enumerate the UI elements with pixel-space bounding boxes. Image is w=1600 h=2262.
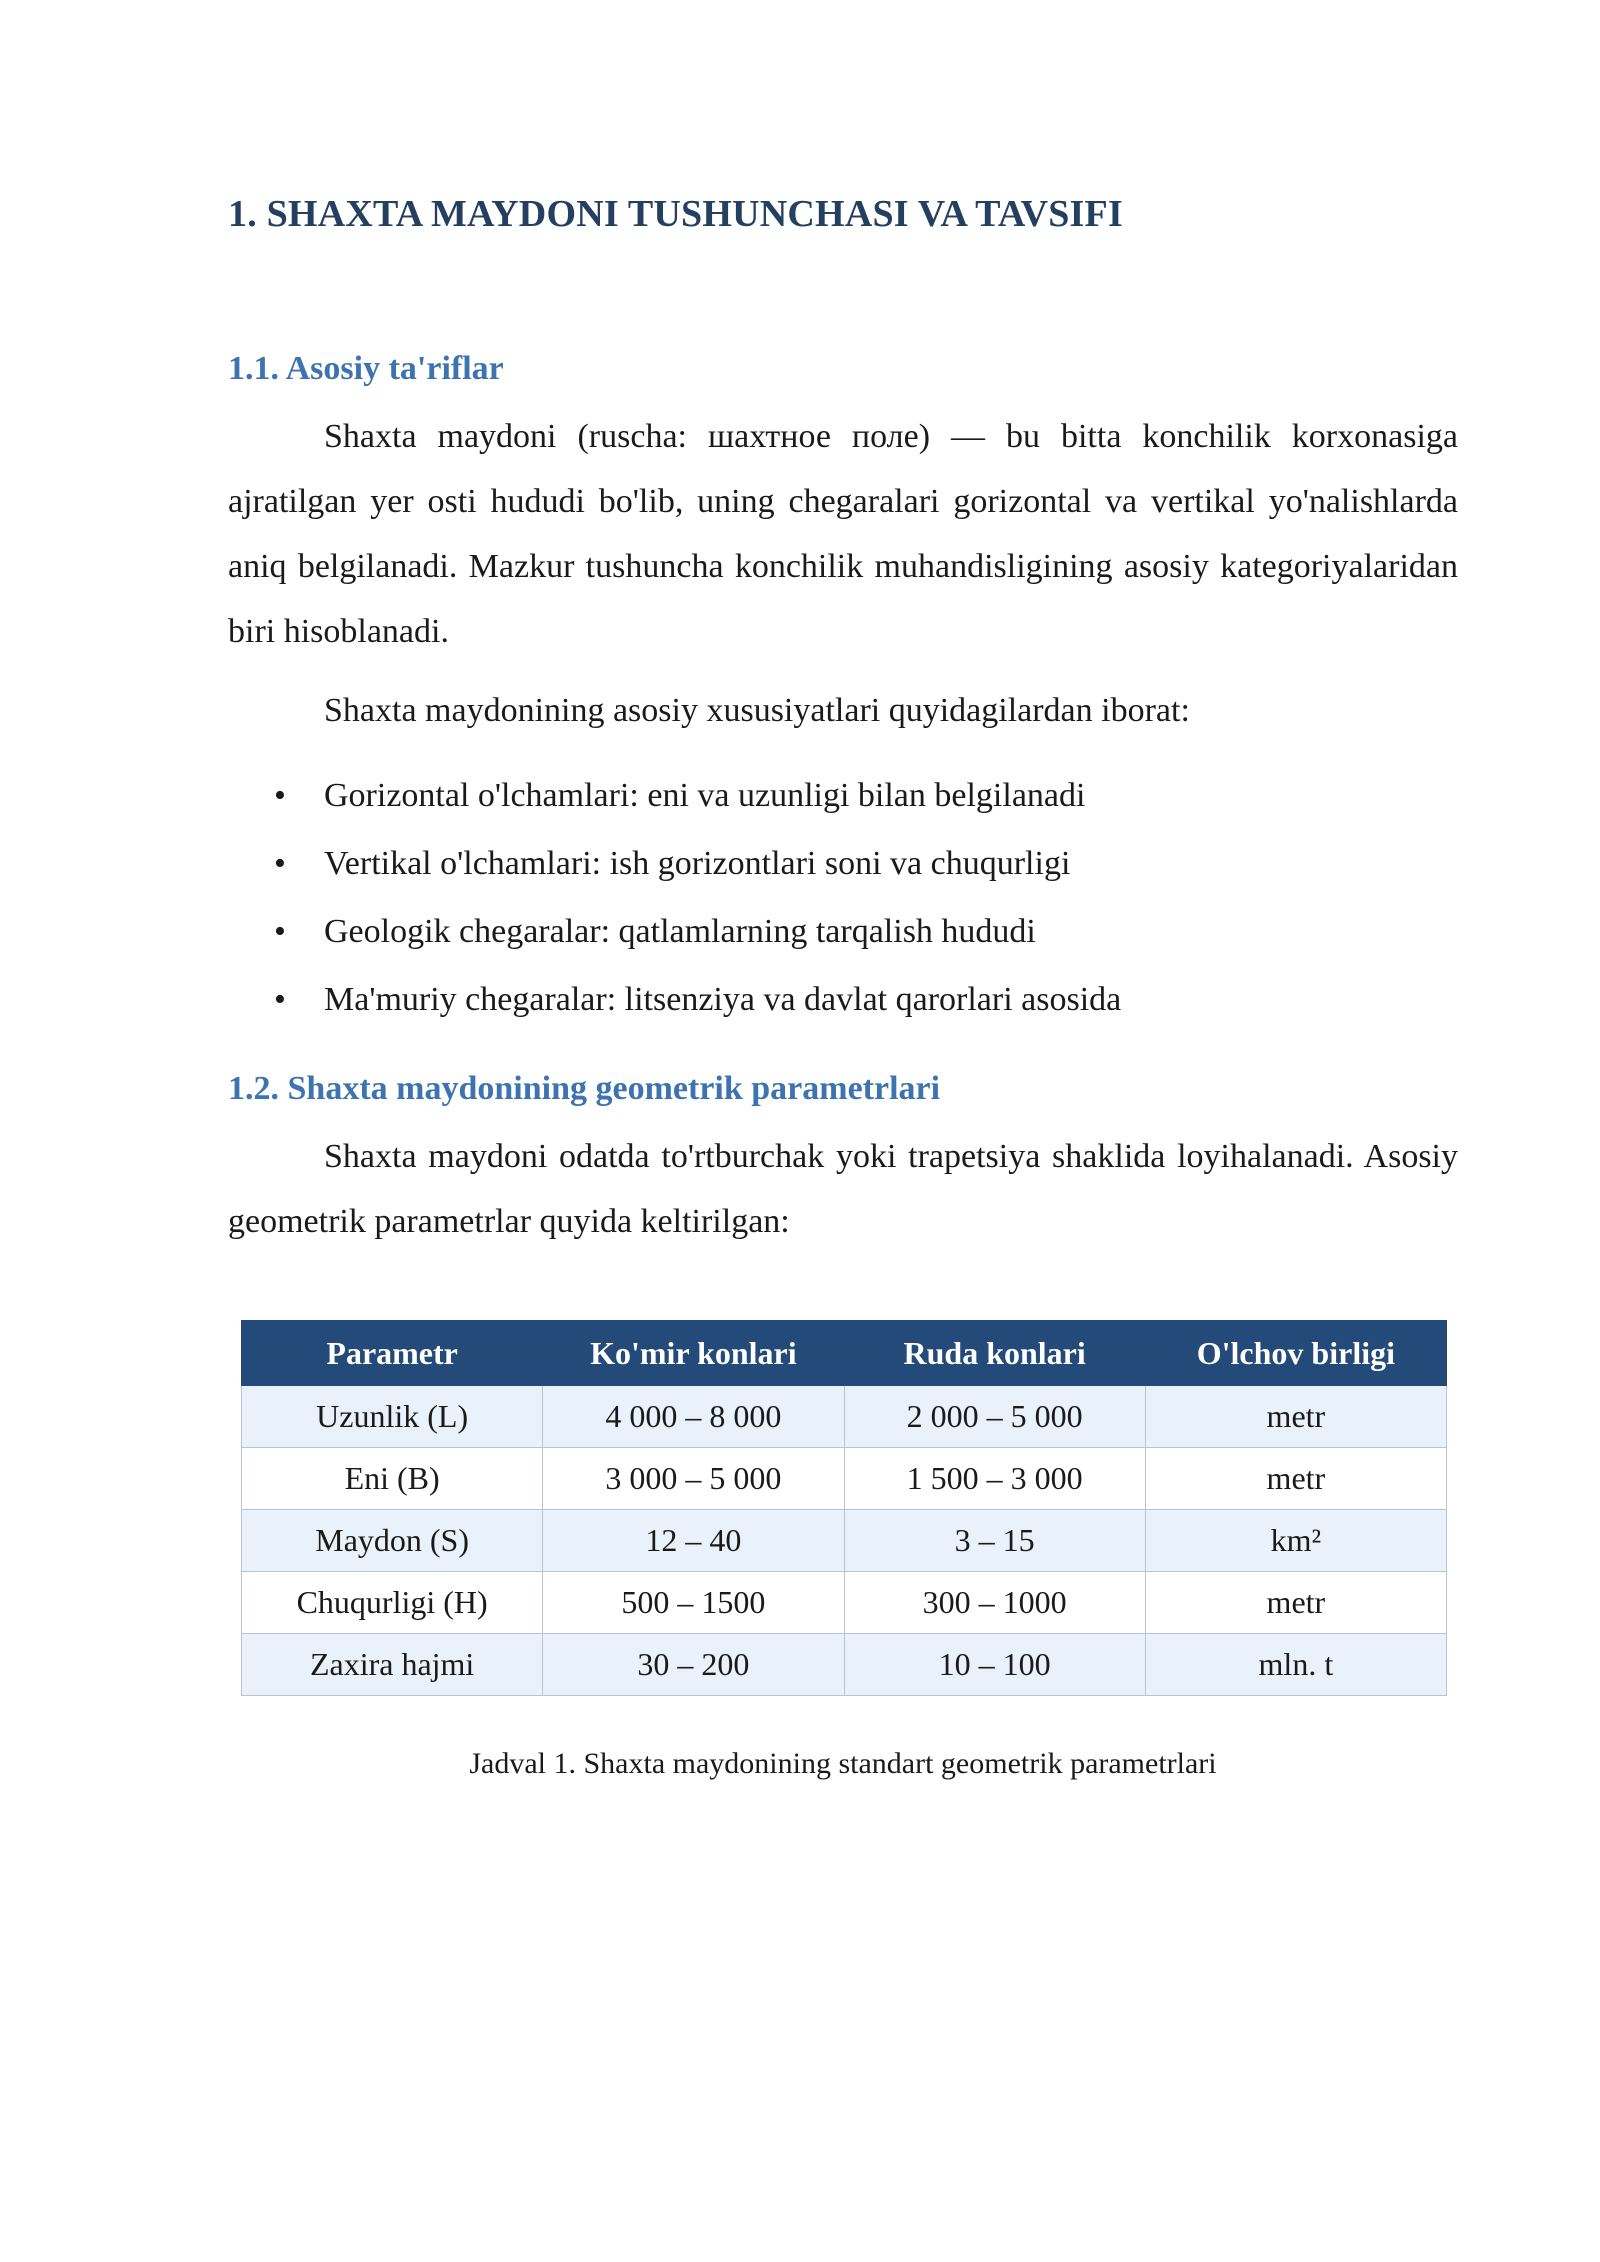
table-cell: 30 – 200 <box>543 1634 844 1696</box>
list-item-text: Vertikal o'lchamlari: ish gorizontlari soni va chuqurligi <box>324 845 1071 882</box>
list-item-text: Geologik chegaralar: qatlamlarning tarqalish hududi <box>324 913 1036 950</box>
header-cell: Parametr <box>242 1321 543 1386</box>
chapter-title: 1. SHAXTA MAYDONI TUSHUNCHASI VA TAVSIFI <box>228 193 1123 235</box>
table-row <box>242 1448 1447 1510</box>
table-cell: Chuqurligi (H) <box>242 1572 543 1634</box>
header-cell: Ruda konlari <box>844 1321 1145 1386</box>
section-title-geometry: 1.2. Shaxta maydonining geometrik parametrlari <box>228 1070 941 1107</box>
parameters-table <box>241 1320 1447 1696</box>
definition-paragraph: Shaxta maydoni (ruscha: шахтное поле) — bu bitta konchilik korxonasiga ajratilgan yer osti hududi bo'lib, uning chegaralari gorizontal va vertikal yo'nalishlarda aniq belgilanadi. Mazkur tushuncha konchilik muhandisligining asosiy kategoriyalaridan biri hisoblanadi. <box>228 418 1458 650</box>
table-cell: 300 – 1000 <box>844 1572 1145 1634</box>
table-row <box>242 1572 1447 1634</box>
table-cell: 500 – 1500 <box>543 1572 844 1634</box>
header-cell: Ko'mir konlari <box>543 1321 844 1386</box>
table-cell: 3 – 15 <box>844 1510 1145 1572</box>
table-row <box>242 1510 1447 1572</box>
bullet-icon: • <box>274 845 286 882</box>
table-cell: 12 – 40 <box>543 1510 844 1572</box>
features-intro-paragraph: Shaxta maydonining asosiy xususiyatlari quyidagilardan iborat: <box>324 692 1190 729</box>
bullet-icon: • <box>274 981 286 1018</box>
table-row <box>242 1386 1447 1448</box>
table-cell: km² <box>1145 1510 1446 1572</box>
table-cell: 1 500 – 3 000 <box>844 1448 1145 1510</box>
table-cell: 3 000 – 5 000 <box>543 1448 844 1510</box>
list-item-text: Gorizontal o'lchamlari: eni va uzunligi bilan belgilanadi <box>324 777 1086 814</box>
section-title-definitions: 1.1. Asosiy ta'riflar <box>228 350 504 387</box>
geometry-paragraph: Shaxta maydoni odatda to'rtburchak yoki trapetsiya shaklida loyihalanadi. Asosiy geometrik parametrlar quyida keltirilgan: <box>228 1138 1458 1240</box>
table-cell: metr <box>1145 1448 1446 1510</box>
bullet-icon: • <box>274 777 286 814</box>
table-cell: 10 – 100 <box>844 1634 1145 1696</box>
header-cell: O'lchov birligi <box>1145 1321 1446 1386</box>
table-cell: mln. t <box>1145 1634 1446 1696</box>
list-item <box>228 898 1458 966</box>
bullet-icon: • <box>274 913 286 950</box>
table-cell: 4 000 – 8 000 <box>543 1386 844 1448</box>
table-cell: Maydon (S) <box>242 1510 543 1572</box>
table-cell: Uzunlik (L) <box>242 1386 543 1448</box>
table-cell: Zaxira hajmi <box>242 1634 543 1696</box>
table-cell: 2 000 – 5 000 <box>844 1386 1145 1448</box>
features-list <box>228 762 1458 1034</box>
table-header-row <box>242 1321 1447 1386</box>
list-item-text: Ma'muriy chegaralar: litsenziya va davlat qarorlari asosida <box>324 981 1122 1018</box>
table-cell: Eni (B) <box>242 1448 543 1510</box>
table-caption: Jadval 1. Shaxta maydonining standart geometrik parametrlari <box>469 1747 1217 1780</box>
table-cell: metr <box>1145 1386 1446 1448</box>
table-cell: metr <box>1145 1572 1446 1634</box>
list-item <box>228 830 1458 898</box>
list-item <box>228 966 1458 1034</box>
table-row <box>242 1634 1447 1696</box>
list-item <box>228 762 1458 830</box>
